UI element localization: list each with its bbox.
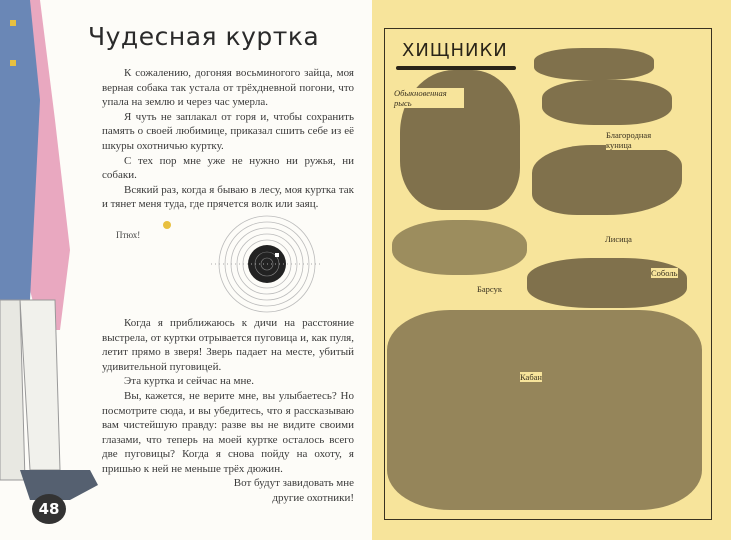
- paragraph: К сожалению, догоняя восьминогого зайца, моя верная собака так устала от трёхдневной погони, что упала на землю и через час умерла.: [102, 67, 354, 109]
- target-area: [102, 212, 354, 316]
- fox-illustration: [532, 145, 682, 215]
- label-badger: Барсук: [477, 284, 502, 294]
- shooting-target: [205, 214, 330, 314]
- paragraph: Эта куртка и сейчас на мне.: [124, 375, 254, 388]
- paragraph: Когда я приближаюсь к дичи на расстояние выстрела, от куртки отрывается пуговица и, как пуля, летит прямо в зверя! Зверь падает на месте, убитый удивительной пуговицей.: [102, 316, 354, 373]
- boar-hunt-illustration: [387, 310, 702, 510]
- label-boar: Кабан: [520, 372, 542, 382]
- closing-line: Вот будут завидовать мне другие охотники!: [233, 477, 354, 505]
- label-sable: Соболь: [651, 268, 678, 278]
- page-title: Чудесная куртка: [88, 22, 320, 51]
- right-page: [372, 0, 731, 540]
- paragraph: Вы, кажется, не верите мне, вы улыбаетесь? Но посмотрите сюда, и вы убедитесь, что я рассказываю вам чистейшую правду: разве вы не видите своими глазами, что теперь на моей куртке осталось всего две пуговицы? Когда я снова пойду на охоту, я пришью к ней не меньше трёх дюжин.: [102, 389, 354, 475]
- button-bullet-icon: [163, 221, 171, 229]
- page-number: 48: [32, 494, 66, 524]
- text-block-bottom: [102, 316, 354, 477]
- text-column: [102, 66, 354, 506]
- marten-illustration: [534, 48, 654, 80]
- badger-illustration: [392, 220, 527, 275]
- text-block-top: [102, 66, 354, 212]
- baron-illustration: [0, 0, 100, 540]
- sable-illustration: [527, 258, 687, 308]
- paragraph: Всякий раз, когда я бываю в лесу, моя куртка так и тянет меня туда, где прячется волк или заяц.: [102, 183, 354, 211]
- label-fox: Лисица: [605, 234, 632, 244]
- sound-effect: Птюх!: [116, 229, 141, 240]
- paragraph: С тех пор мне уже не нужно ни ружья, ни собаки.: [102, 154, 354, 182]
- label-lynx: Обыкновенная рысь: [394, 88, 464, 108]
- label-marten: Благородная куница: [606, 130, 676, 150]
- section-title: ХИЩНИКИ: [402, 40, 508, 61]
- paragraph: Я чуть не заплакал от горя и, чтобы сохранить память о своей любимице, приказал сшить себе из её шкуры охотничью куртку.: [102, 110, 354, 152]
- marten-illustration: [542, 80, 672, 125]
